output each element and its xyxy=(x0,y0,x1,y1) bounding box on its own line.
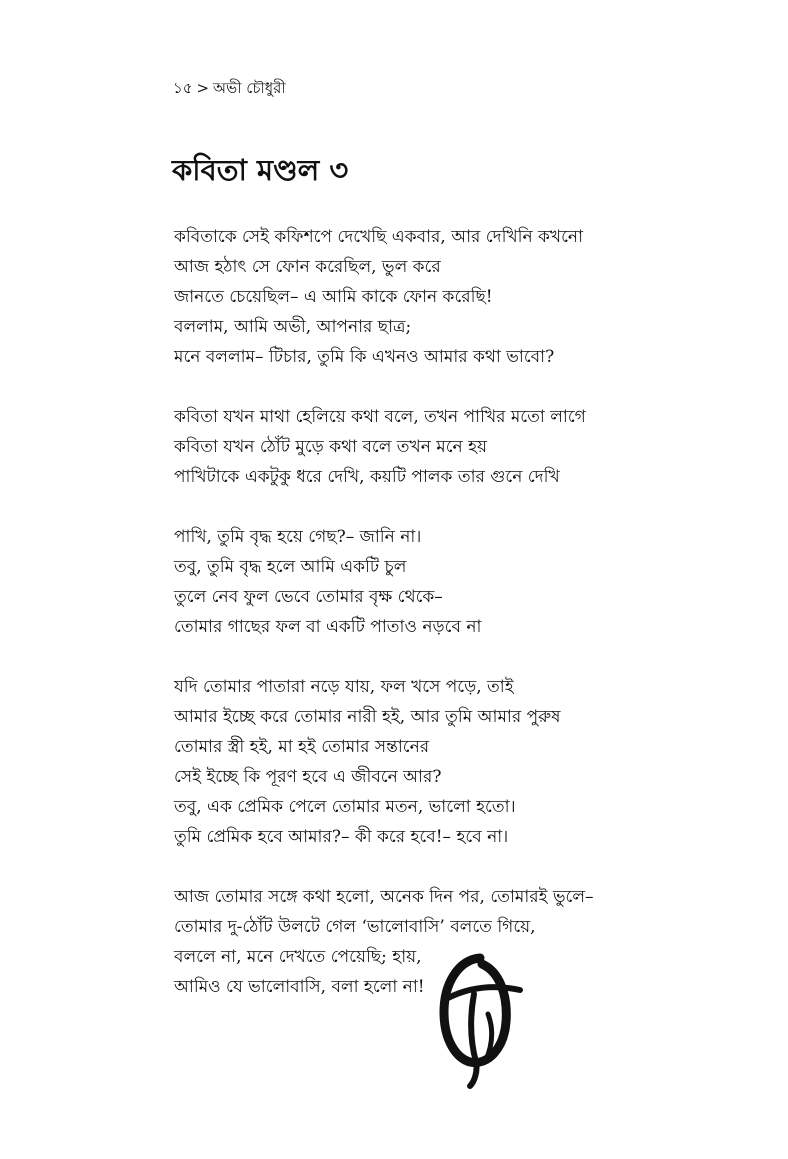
poem-title: কবিতা মণ্ডল ৩ xyxy=(172,153,349,187)
poem-line: জানতে চেয়েছিল– এ আমি কাকে ফোন করেছি! xyxy=(174,287,493,307)
poem-line: সেই ইচ্ছে কি পূরণ হবে এ জীবনে আর? xyxy=(174,767,442,787)
stanza-3 xyxy=(174,522,774,642)
header-separator: > xyxy=(196,79,210,97)
stanza-2 xyxy=(174,402,774,492)
poem-line: মনে বললাম– টিচার, তুমি কি এখনও আমার কথা ভাবো? xyxy=(174,347,555,367)
poem-line: পাখিটাকে একটুকু ধরে দেখি, কয়টি পালক তার গুনে দেখি xyxy=(174,467,560,487)
running-head xyxy=(173,78,286,98)
poem-line: আজ হঠাৎ সে ফোন করেছিল, ভুল করে xyxy=(174,257,441,277)
poem-line: তুমি প্রেমিক হবে আমার?– কী করে হবে!– হবে না। xyxy=(174,827,509,847)
stanza-4 xyxy=(174,672,774,852)
poem-line: আজ তোমার সঙ্গে কথা হলো, অনেক দিন পর, তোমারই ভুলে– xyxy=(174,887,594,907)
poem-line: যদি তোমার পাতারা নড়ে যায়, ফল খসে পড়ে, তাই xyxy=(174,677,514,697)
stanza-1 xyxy=(174,222,774,372)
page-number: ১৫ xyxy=(173,79,193,97)
poem-line: তবু, তুমি বৃদ্ধ হলে আমি একটি চুল xyxy=(174,557,407,577)
poem-line: পাখি, তুমি বৃদ্ধ হয়ে গেছ?– জানি না। xyxy=(174,527,422,547)
poem-line: কবিতা যখন ঠোঁট মুড়ে কথা বলে তখন মনে হয় xyxy=(174,437,488,457)
author-name: অভী চৌধুরী xyxy=(213,79,286,97)
poem-line: কবিতাকে সেই কফিশপে দেখেছি একবার, আর দেখিনি কখনো xyxy=(174,227,584,247)
poem-line: বললাম, আমি অভী, আপনার ছাত্র; xyxy=(174,317,412,337)
poem-line: তোমার স্ত্রী হই, মা হই তোমার সন্তানের xyxy=(174,737,430,757)
signature-mark-icon xyxy=(430,950,530,1090)
poem-line: তুলে নেব ফুল ভেবে তোমার বৃক্ষ থেকে– xyxy=(174,587,443,607)
poem-line: বললে না, মনে দেখতে পেয়েছি; হায়, xyxy=(174,947,422,967)
poem-body xyxy=(174,222,774,1032)
poem-line: আমার ইচ্ছে করে তোমার নারী হই, আর তুমি আমার পুরুষ xyxy=(174,707,561,727)
poem-line: তবু, এক প্রেমিক পেলে তোমার মতন, ভালো হতো। xyxy=(174,797,516,817)
poem-line: তোমার দু-ঠোঁট উলটে গেল ‘ভালোবাসি’ বলতে গিয়ে, xyxy=(174,917,536,937)
poem-line: তোমার গাছের ফল বা একটি পাতাও নড়বে না xyxy=(174,617,482,637)
poem-line: কবিতা যখন মাথা হেলিয়ে কথা বলে, তখন পাখির মতো লাগে xyxy=(174,407,586,427)
poem-line: আমিও যে ভালোবাসি, বলা হলো না! xyxy=(174,977,425,997)
